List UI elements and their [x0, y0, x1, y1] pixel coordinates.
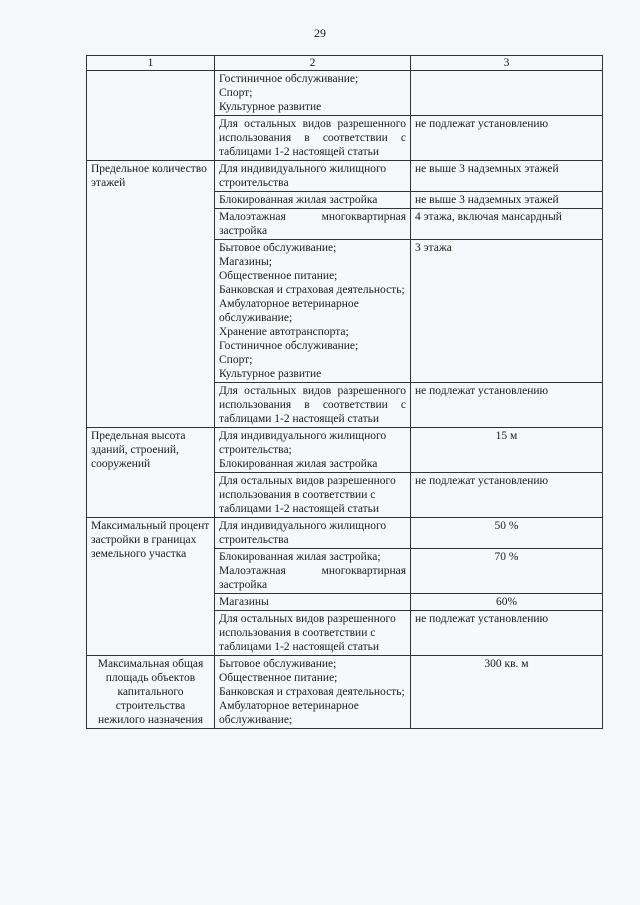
use-type-cell: Магазины	[215, 594, 411, 611]
use-type-cell: Блокированная жилая застройка	[215, 192, 411, 209]
table-row	[87, 428, 603, 473]
value-cell: 70 %	[411, 549, 603, 594]
value-cell: не подлежат установлению	[411, 116, 603, 161]
use-type-line: Гостиничное обслуживание;	[219, 340, 359, 352]
value-cell: 15 м	[411, 428, 603, 473]
use-type-line: Хранение автотранспорта;	[219, 326, 349, 338]
use-type-line: Бытовое обслуживание;	[219, 242, 337, 254]
value-cell: не подлежат установлению	[411, 383, 603, 428]
use-type-line: Банковская и страховая деятельность;	[219, 686, 405, 698]
table-row	[87, 518, 603, 549]
use-type-line: Амбулаторное ветеринарное обслуживание;	[219, 298, 359, 324]
value-cell: 50 %	[411, 518, 603, 549]
table-row	[87, 656, 603, 729]
use-type-line: Амбулаторное ветеринарное обслуживание;	[219, 700, 359, 726]
value-cell: не подлежат установлению	[411, 611, 603, 656]
use-type-cell: Для остальных видов разрешенного использования в соответствии с таблицами 1-2 настоящей статьи	[215, 116, 411, 161]
value-cell	[411, 71, 603, 116]
value-cell: 60%	[411, 594, 603, 611]
value-cell: не выше 3 надземных этажей	[411, 192, 603, 209]
use-type-line: Спорт;	[219, 87, 253, 99]
use-type-line: Гостиничное обслуживание;	[219, 73, 359, 85]
value-cell: не выше 3 надземных этажей	[411, 161, 603, 192]
use-type-line: Банковская и страховая деятельность;	[219, 284, 405, 296]
use-type-line: Магазины;	[219, 256, 272, 268]
use-type-cell: Для индивидуального жилищного строительства	[215, 518, 411, 549]
table-row	[87, 71, 603, 116]
use-type-cell	[215, 549, 411, 594]
use-type-cell	[215, 656, 411, 729]
parameter-cell: Максимальный процент застройки в границах земельного участка	[87, 518, 215, 656]
use-type-cell: Малоэтажная многоквартирная застройка	[215, 209, 411, 240]
use-type-line: Бытовое обслуживание;	[219, 658, 337, 670]
use-type-line: Культурное развитие	[219, 101, 322, 113]
parameter-cell: Предельное количество этажей	[87, 161, 215, 428]
use-type-line: Блокированная жилая застройка	[219, 458, 378, 470]
use-type-cell	[215, 428, 411, 473]
use-type-line: Культурное развитие	[219, 368, 322, 380]
header-col-2: 2	[215, 56, 411, 71]
parameter-cell: Предельная высота зданий, строений, сооружений	[87, 428, 215, 518]
header-col-1: 1	[87, 56, 215, 71]
use-type-line: Общественное питание;	[219, 672, 338, 684]
use-type-cell: Для остальных видов разрешенного использования в соответствии с таблицами 1-2 настоящей статьи	[215, 383, 411, 428]
use-type-cell: Для остальных видов разрешенного использования в соответствии с таблицами 1-2 настоящей статьи	[215, 473, 411, 518]
use-type-cell: Для индивидуального жилищного строительства	[215, 161, 411, 192]
use-type-line: Малоэтажная многоквартирная застройка	[219, 565, 406, 591]
value-cell: 4 этажа, включая мансардный	[411, 209, 603, 240]
use-type-line: Общественное питание;	[219, 270, 338, 282]
use-type-cell	[215, 240, 411, 383]
use-type-cell: Для остальных видов разрешенного использования в соответствии с таблицами 1-2 настоящей статьи	[215, 611, 411, 656]
page-number: 29	[314, 26, 326, 40]
table-row	[87, 161, 603, 192]
regulations-table	[86, 55, 603, 729]
use-type-line: Спорт;	[219, 354, 253, 366]
use-type-line: Для индивидуального жилищного строительства;	[219, 430, 387, 456]
value-cell: 3 этажа	[411, 240, 603, 383]
value-cell: 300 кв. м	[411, 656, 603, 729]
table-header-row	[87, 56, 603, 71]
value-cell: не подлежат установлению	[411, 473, 603, 518]
parameter-cell: Максимальная общая площадь объектов капитального строительства нежилого назначения	[87, 656, 215, 729]
parameter-cell	[87, 71, 215, 161]
header-col-3: 3	[411, 56, 603, 71]
use-type-line: Блокированная жилая застройка;	[219, 551, 381, 563]
use-type-cell	[215, 71, 411, 116]
